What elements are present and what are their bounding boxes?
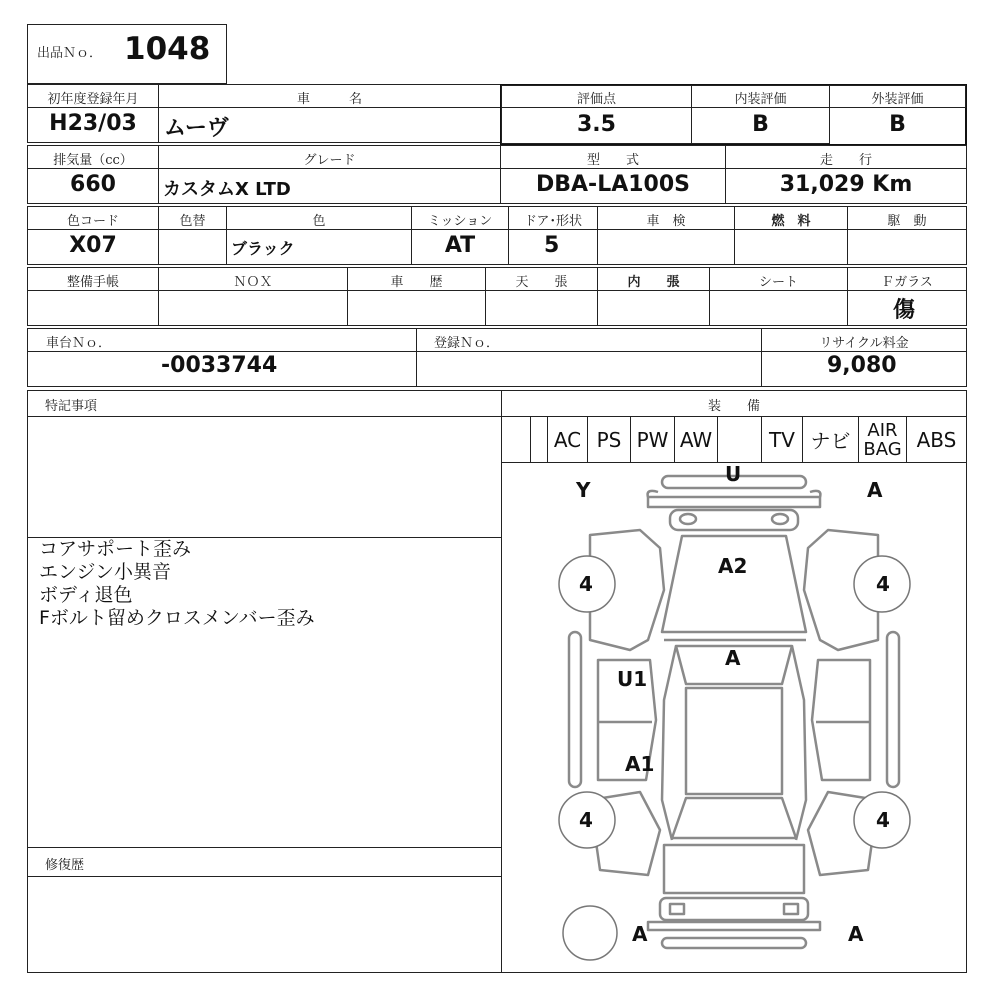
diagram-mark-u1: U1 [617, 667, 648, 691]
reg-date-value: H23/03 [49, 111, 137, 136]
inspection-label: 車 検 [646, 214, 686, 229]
notes-line: エンジン小異音 [39, 561, 172, 583]
interior-trim-label: 内 張 [627, 275, 680, 290]
model-value: DBA-LA100S [536, 172, 690, 197]
reg-date-label: 初年度登録年月 [47, 92, 139, 107]
notes-line: コアサポート歪み [39, 538, 192, 560]
displacement-value: 660 [70, 172, 116, 197]
grade-value: カスタムX LTD [163, 179, 291, 200]
repair-label: 修復歴 [45, 858, 85, 873]
model-label: 型 式 [586, 153, 639, 168]
equipment-item-pw: PW [630, 416, 675, 463]
diagram-mark-y: Y [576, 478, 591, 502]
diagram-mark-a: A [848, 922, 864, 946]
tire-depth-rear-right: 4 [876, 808, 890, 832]
exterior-grade-label: 外装評価 [871, 92, 924, 107]
color-label: 色 [312, 214, 326, 229]
ceiling-label: 天 張 [515, 275, 568, 290]
seat-label: シート [758, 275, 798, 290]
notes-label: 特記事項 [45, 399, 98, 414]
reg-no-label: 登録Ｎｏ． [434, 336, 500, 351]
mission-label: ミッション [427, 214, 493, 229]
mileage-value: 31,029 Km [779, 172, 913, 197]
diagram-mark-a: A [725, 646, 741, 670]
color-code-label: 色コード [66, 214, 119, 229]
diagram-mark-a: A [867, 478, 883, 502]
equipment-item-aw: AW [674, 416, 718, 463]
mileage-label: 走 行 [819, 153, 872, 168]
diagram-mark-a2: A2 [718, 554, 748, 578]
nox-label: ＮＯＸ [233, 275, 273, 290]
fglass-label: Ｆガラス [881, 275, 933, 290]
equipment-item-navi: ナビ [802, 416, 859, 463]
notes-line: Fボルト留めクロスメンバー歪み [39, 607, 315, 629]
tire-depth-front-left: 4 [579, 572, 593, 596]
door-label: ドア･形状 [523, 214, 583, 229]
diagram-mark-u: U [725, 462, 742, 486]
interior-grade-value: B [752, 112, 769, 137]
equipment-item-airbag: AIR BAG [858, 416, 907, 463]
manual-label: 整備手帳 [66, 275, 119, 290]
color-code-value: X07 [69, 233, 117, 258]
color-value: ブラック [231, 239, 295, 258]
car-name-label: 車 名 [296, 92, 362, 107]
history-label: 車 歴 [390, 275, 443, 290]
notes-line: ボディ退色 [39, 584, 133, 606]
recycle-value: 9,080 [827, 353, 897, 378]
equipment-label: 装 備 [707, 399, 760, 414]
equipment-item-tv: TV [761, 416, 803, 463]
equipment-item-abs: ABS [906, 416, 967, 463]
mission-value: AT [444, 233, 476, 258]
door-value: 5 [544, 233, 560, 258]
chassis-label: 車台Ｎｏ． [46, 336, 112, 351]
lot-number-label: 出品Ｎｏ． [37, 46, 103, 61]
equipment-item-ps: PS [587, 416, 631, 463]
displacement-label: 排気量（cc） [53, 153, 133, 168]
equipment-item-ac: AC [547, 416, 588, 463]
chassis-value: -0033744 [161, 353, 278, 378]
drive-label: 駆 動 [887, 214, 927, 229]
grade-label: グレード [303, 153, 356, 168]
diagram-mark-a1: A1 [625, 752, 655, 776]
car-name-value: ムーヴ [164, 116, 229, 141]
score-label: 評価点 [576, 92, 616, 107]
recycle-label: リサイクル料金 [819, 336, 909, 351]
tire-depth-front-right: 4 [876, 572, 890, 596]
fglass-value: 傷 [893, 298, 916, 323]
repaint-label: 色替 [179, 214, 206, 229]
interior-grade-label: 内装評価 [734, 92, 787, 107]
fuel-label: 燃 料 [771, 214, 811, 229]
score-value: 3.5 [577, 112, 616, 137]
tire-depth-rear-left: 4 [579, 808, 593, 832]
exterior-grade-value: B [889, 112, 906, 137]
lot-number-value: 1048 [124, 31, 211, 67]
diagram-mark-a: A [632, 922, 648, 946]
